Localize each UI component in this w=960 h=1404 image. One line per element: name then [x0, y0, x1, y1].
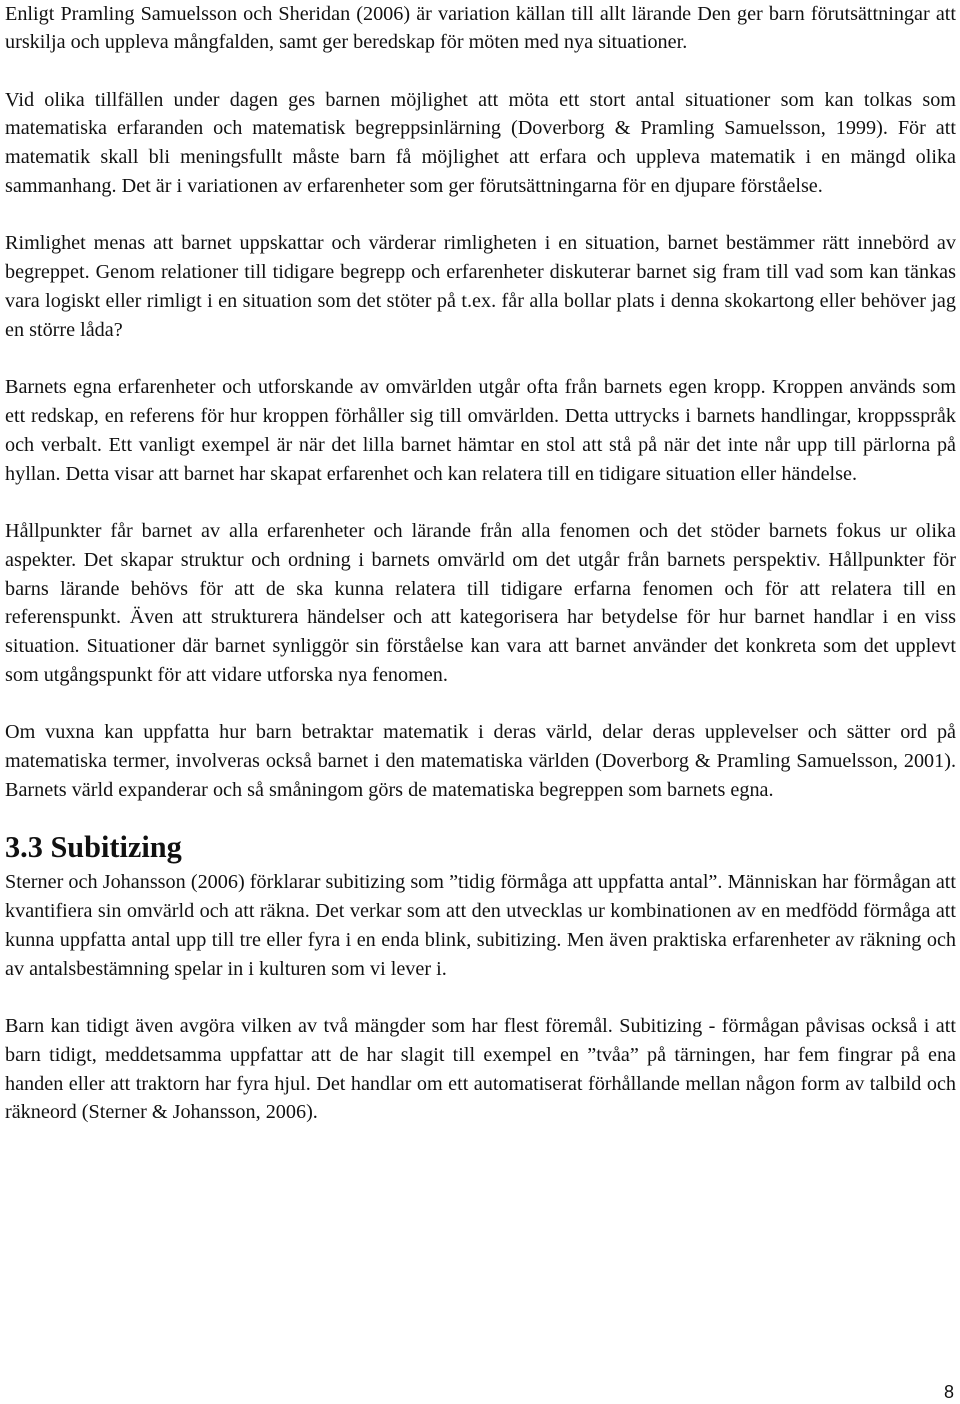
section-heading-subitizing: 3.3 Subitizing	[5, 830, 182, 865]
paragraph-rimlighet: Rimlighet menas att barnet uppskattar och värderar rimligheten i en situation, barnet bestämmer rätt innebörd av begreppet. Genom relationer till tidigare begrepp och erfarenheter diskuterar barnet sig fram till vad som kan tänkas vara logiskt eller rimligt i en situation som det stöter på t.ex. får alla bollar plats i denna skokartong eller behöver jag en större låda?	[5, 232, 956, 341]
page-number: 8	[943, 1382, 954, 1402]
document-page	[5, 0, 956, 1156]
paragraph-body-experience: Barnets egna erfarenheter och utforskande av omvärlden utgår ofta från barnets egen kropp. Kroppen används som ett redskap, en referens för hur kroppen förhåller sig till omvärlden. Detta uttrycks i barnets handlingar, kroppsspråk och verbalt. Ett vanligt exempel är när det lilla barnet hämtar en stol att stå på när det inte når upp till pärlorna på hyllan. Detta visar att barnet har skapat erfarenhet och kan relatera till en tidigare situation eller händelse.	[5, 376, 956, 485]
paragraph-subitizing-definition: Sterner och Johansson (2006) förklarar subitizing som ”tidig förmåga att uppfatta antal”. Människan har förmågan att kvantifiera sin omvärld och att räkna. Det verkar som att den utvecklas ur kombinationen av en medfödd förmåga att kunna uppfatta antal upp till tre eller fyra i en enda blink, subitizing. Men även praktiska erfarenheter av räkning och av antalsbestämning spelar in i kulturen som vi lever i.	[5, 871, 956, 980]
paragraph-adults: Om vuxna kan uppfatta hur barn betraktar matematik i deras värld, delar deras upplevelser och sätter ord på matematiska termer, involveras också barnet i den matematiska världen (Doverborg & Pramling Samuelsson, 2001). Barnets värld expanderar och så småningom görs de matematiska begreppen som barnets egna.	[5, 721, 956, 801]
paragraph-daily-situations: Vid olika tillfällen under dagen ges barnen möjlighet att möta ett stort antal situationer som kan tolkas som matematiska erfaranden och matematisk begreppsinlärning (Doverborg & Pramling Samuelsson, 1999). För att matematik skall bli meningsfullt måste barn få möjlighet att erfara och uppleva matematik i en mängd olika sammanhang. Det är i variationen av erfarenheter som ger förutsättningarna för en djupare förståelse.	[5, 88, 956, 198]
paragraph-variation: Enligt Pramling Samuelsson och Sheridan (2006) är variation källan till allt lärande Den ger barn förutsättningar att urskilja och uppleva mångfalden, samt ger beredskap för möten med nya situationer.	[5, 2, 956, 54]
paragraph-hallpunkter: Hållpunkter får barnet av alla erfarenheter och lärande från alla fenomen och det stöder barnets fokus ur olika aspekter. Det skapar struktur och ordning i barnets omvärld om det utgår från barnets perspektiv. Hållpunkter för barns lärande behövs för att de ska kunna relatera till tidigare erfarna fenomen och för att relatera till en referenspunkt. Även att strukturera händelser och att kategorisera har betydelse för hur barnet handlar i en viss situation. Situationer där barnet synliggör sin förståelse kan vara att barnet använder det konkreta som det upplevt som utgångspunkt för att vidare utforska nya fenomen.	[5, 520, 956, 687]
paragraph-subitizing-examples: Barn kan tidigt även avgöra vilken av två mängder som har flest föremål. Subitizing - förmågan påvisas också i att barn tidigt, meddetsamma uppfattar att de har slagit till exempel en ”tvåa” på tärningen, har fem fingrar på ena handen eller att traktorn har fyra hjul. Det handlar om ett automatiserat förhållande mellan någon form av talbild och räkneord (Sterner & Johansson, 2006).	[5, 1014, 956, 1124]
